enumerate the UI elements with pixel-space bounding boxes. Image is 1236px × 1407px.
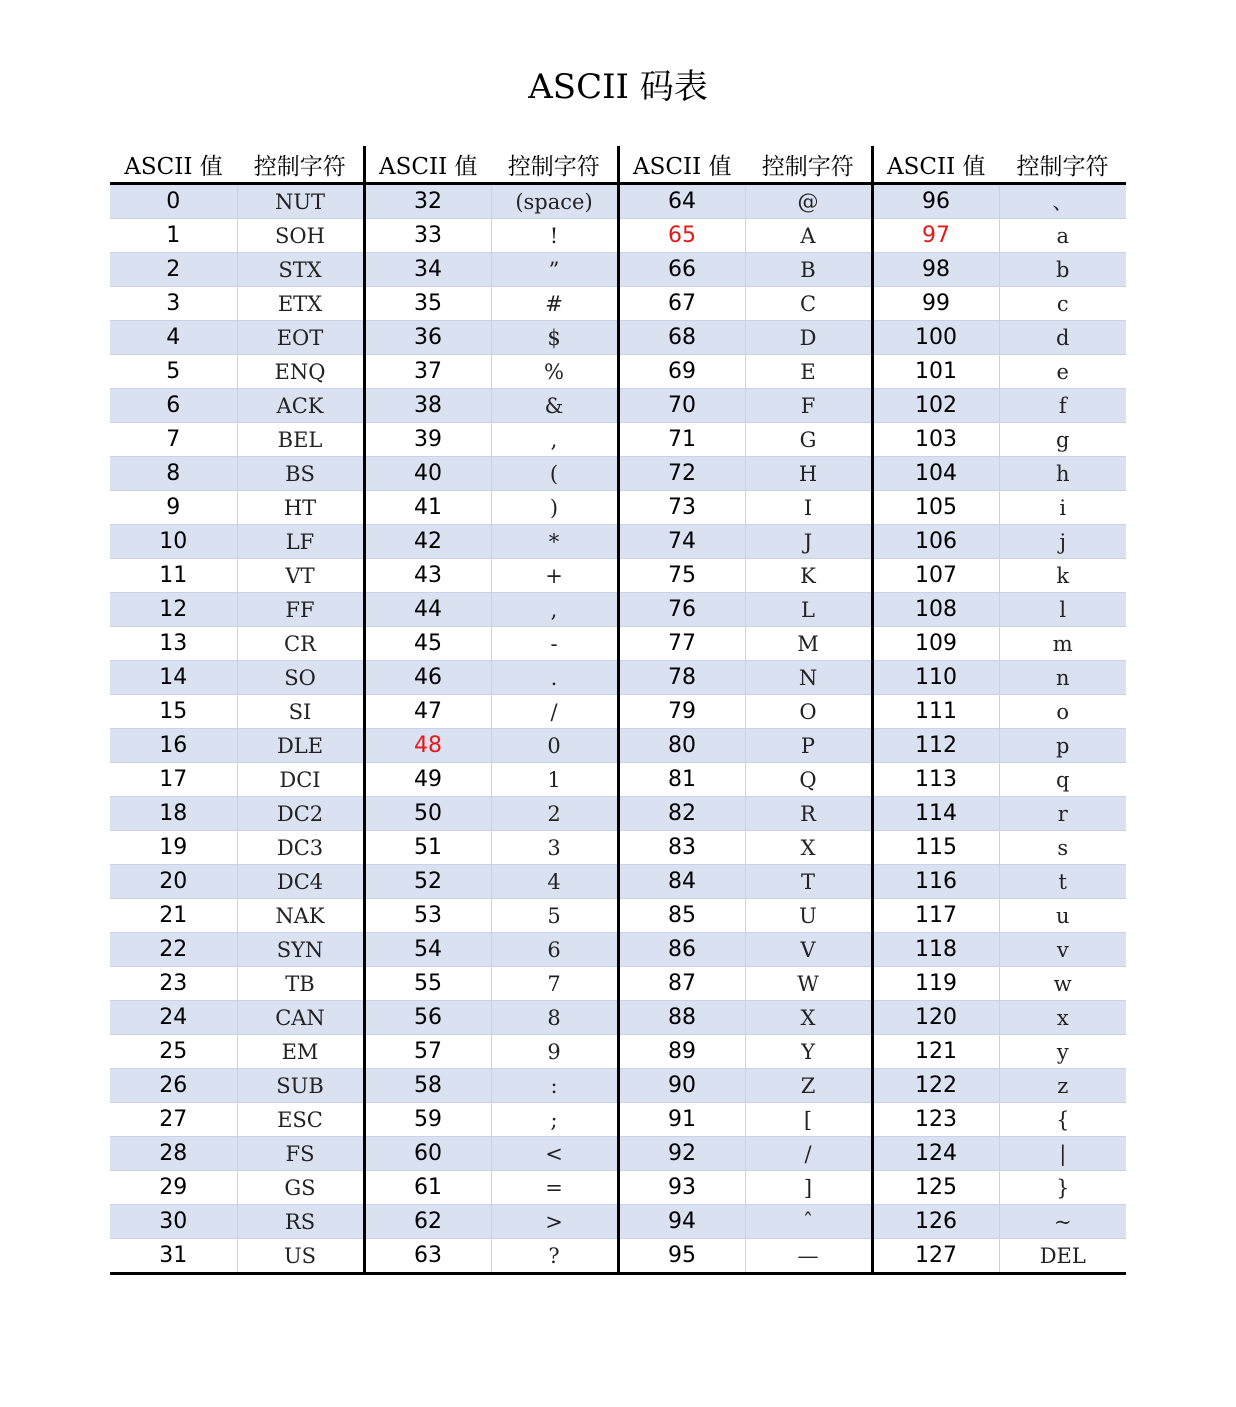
control-char-cell: e bbox=[999, 355, 1126, 389]
control-char-cell: ~ bbox=[999, 1205, 1126, 1239]
control-char-cell: A bbox=[745, 219, 872, 253]
control-char-cell: DC3 bbox=[237, 831, 364, 865]
ascii-value-cell: 18 bbox=[110, 797, 237, 831]
ascii-value-cell: 85 bbox=[618, 899, 745, 933]
ascii-value-cell: 71 bbox=[618, 423, 745, 457]
control-char-cell: Y bbox=[745, 1035, 872, 1069]
control-char-cell: h bbox=[999, 457, 1126, 491]
table-row bbox=[110, 695, 1126, 729]
control-char-cell: f bbox=[999, 389, 1126, 423]
table-row bbox=[110, 1001, 1126, 1035]
table-row bbox=[110, 831, 1126, 865]
ascii-value-cell: 76 bbox=[618, 593, 745, 627]
control-char-cell: | bbox=[999, 1137, 1126, 1171]
ascii-value-cell: 4 bbox=[110, 321, 237, 355]
ascii-value-cell: 7 bbox=[110, 423, 237, 457]
ascii-value-cell: 93 bbox=[618, 1171, 745, 1205]
ascii-value-cell: 41 bbox=[364, 491, 491, 525]
ascii-value-cell: 118 bbox=[872, 933, 999, 967]
ascii-value-cell: 38 bbox=[364, 389, 491, 423]
control-char-cell: 9 bbox=[491, 1035, 618, 1069]
table-row bbox=[110, 559, 1126, 593]
table-row bbox=[110, 967, 1126, 1001]
ascii-value-cell: 37 bbox=[364, 355, 491, 389]
control-char-cell: y bbox=[999, 1035, 1126, 1069]
header-control-char: 控制字符 bbox=[237, 146, 364, 184]
control-char-cell: q bbox=[999, 763, 1126, 797]
control-char-cell: c bbox=[999, 287, 1126, 321]
control-char-cell: 8 bbox=[491, 1001, 618, 1035]
control-char-cell: b bbox=[999, 253, 1126, 287]
ascii-value-cell: 3 bbox=[110, 287, 237, 321]
table-row bbox=[110, 525, 1126, 559]
ascii-value-cell: 74 bbox=[618, 525, 745, 559]
control-char-cell: TB bbox=[237, 967, 364, 1001]
control-char-cell: r bbox=[999, 797, 1126, 831]
control-char-cell: H bbox=[745, 457, 872, 491]
table-row bbox=[110, 1205, 1126, 1239]
ascii-value-cell: 34 bbox=[364, 253, 491, 287]
control-char-cell: BEL bbox=[237, 423, 364, 457]
control-char-cell: FF bbox=[237, 593, 364, 627]
control-char-cell: SOH bbox=[237, 219, 364, 253]
ascii-value-cell: 51 bbox=[364, 831, 491, 865]
header-ascii-value: ASCII 值 bbox=[872, 146, 999, 184]
ascii-value-cell: 72 bbox=[618, 457, 745, 491]
control-char-cell: US bbox=[237, 1239, 364, 1274]
control-char-cell: CAN bbox=[237, 1001, 364, 1035]
control-char-cell: o bbox=[999, 695, 1126, 729]
ascii-value-cell: 63 bbox=[364, 1239, 491, 1274]
ascii-value-cell: 87 bbox=[618, 967, 745, 1001]
control-char-cell: RS bbox=[237, 1205, 364, 1239]
ascii-value-cell: 31 bbox=[110, 1239, 237, 1274]
control-char-cell: EOT bbox=[237, 321, 364, 355]
table-row bbox=[110, 389, 1126, 423]
table-row bbox=[110, 661, 1126, 695]
ascii-value-cell: 122 bbox=[872, 1069, 999, 1103]
control-char-cell: i bbox=[999, 491, 1126, 525]
ascii-value-cell: 23 bbox=[110, 967, 237, 1001]
control-char-cell: % bbox=[491, 355, 618, 389]
ascii-value-cell: 22 bbox=[110, 933, 237, 967]
ascii-value-cell: 127 bbox=[872, 1239, 999, 1274]
control-char-cell: l bbox=[999, 593, 1126, 627]
ascii-value-cell: 67 bbox=[618, 287, 745, 321]
ascii-value-cell: 77 bbox=[618, 627, 745, 661]
control-char-cell: 5 bbox=[491, 899, 618, 933]
ascii-value-cell: 95 bbox=[618, 1239, 745, 1274]
ascii-value-cell: 107 bbox=[872, 559, 999, 593]
ascii-value-cell: 52 bbox=[364, 865, 491, 899]
control-char-cell: SUB bbox=[237, 1069, 364, 1103]
ascii-value-cell: 47 bbox=[364, 695, 491, 729]
ascii-value-cell: 106 bbox=[872, 525, 999, 559]
ascii-value-cell: 42 bbox=[364, 525, 491, 559]
control-char-cell: W bbox=[745, 967, 872, 1001]
ascii-value-cell: 39 bbox=[364, 423, 491, 457]
control-char-cell: ESC bbox=[237, 1103, 364, 1137]
ascii-value-cell: 100 bbox=[872, 321, 999, 355]
ascii-value-cell: 28 bbox=[110, 1137, 237, 1171]
ascii-value-cell: 56 bbox=[364, 1001, 491, 1035]
table-row bbox=[110, 1103, 1126, 1137]
table-row bbox=[110, 1137, 1126, 1171]
control-char-cell: > bbox=[491, 1205, 618, 1239]
table-row bbox=[110, 184, 1126, 219]
control-char-cell: 3 bbox=[491, 831, 618, 865]
ascii-value-cell: 70 bbox=[618, 389, 745, 423]
control-char-cell: ! bbox=[491, 219, 618, 253]
control-char-cell: N bbox=[745, 661, 872, 695]
control-char-cell: B bbox=[745, 253, 872, 287]
ascii-value-cell: 117 bbox=[872, 899, 999, 933]
ascii-value-cell: 114 bbox=[872, 797, 999, 831]
control-char-cell: ETX bbox=[237, 287, 364, 321]
control-char-cell: n bbox=[999, 661, 1126, 695]
ascii-value-cell: 6 bbox=[110, 389, 237, 423]
table-row bbox=[110, 933, 1126, 967]
ascii-value-cell: 102 bbox=[872, 389, 999, 423]
table-row bbox=[110, 593, 1126, 627]
control-char-cell: [ bbox=[745, 1103, 872, 1137]
control-char-cell: ENQ bbox=[237, 355, 364, 389]
control-char-cell: ? bbox=[491, 1239, 618, 1274]
control-char-cell: C bbox=[745, 287, 872, 321]
ascii-value-cell: 94 bbox=[618, 1205, 745, 1239]
header-ascii-value: ASCII 值 bbox=[618, 146, 745, 184]
ascii-value-cell: 64 bbox=[618, 184, 745, 219]
ascii-value-cell: 86 bbox=[618, 933, 745, 967]
control-char-cell: DEL bbox=[999, 1239, 1126, 1274]
ascii-value-cell: 11 bbox=[110, 559, 237, 593]
ascii-value-cell: 116 bbox=[872, 865, 999, 899]
ascii-value-cell: 57 bbox=[364, 1035, 491, 1069]
control-char-cell: . bbox=[491, 661, 618, 695]
table-row bbox=[110, 865, 1126, 899]
ascii-value-cell: 90 bbox=[618, 1069, 745, 1103]
ascii-value-cell: 80 bbox=[618, 729, 745, 763]
ascii-value-cell: 119 bbox=[872, 967, 999, 1001]
ascii-value-cell: 66 bbox=[618, 253, 745, 287]
ascii-value-cell: 88 bbox=[618, 1001, 745, 1035]
header-control-char: 控制字符 bbox=[491, 146, 618, 184]
header-ascii-value: ASCII 值 bbox=[110, 146, 237, 184]
control-char-cell: O bbox=[745, 695, 872, 729]
ascii-value-cell: 14 bbox=[110, 661, 237, 695]
control-char-cell: CR bbox=[237, 627, 364, 661]
ascii-value-cell: 68 bbox=[618, 321, 745, 355]
ascii-value-cell: 65 bbox=[618, 219, 745, 253]
control-char-cell: HT bbox=[237, 491, 364, 525]
ascii-value-cell: 50 bbox=[364, 797, 491, 831]
ascii-value-cell: 83 bbox=[618, 831, 745, 865]
ascii-value-cell: 99 bbox=[872, 287, 999, 321]
control-char-cell: v bbox=[999, 933, 1126, 967]
control-char-cell: t bbox=[999, 865, 1126, 899]
ascii-value-cell: 73 bbox=[618, 491, 745, 525]
control-char-cell: 7 bbox=[491, 967, 618, 1001]
control-char-cell: 6 bbox=[491, 933, 618, 967]
header-control-char: 控制字符 bbox=[745, 146, 872, 184]
ascii-value-cell: 30 bbox=[110, 1205, 237, 1239]
control-char-cell: EM bbox=[237, 1035, 364, 1069]
table-row bbox=[110, 219, 1126, 253]
ascii-value-cell: 96 bbox=[872, 184, 999, 219]
control-char-cell: F bbox=[745, 389, 872, 423]
control-char-cell: @ bbox=[745, 184, 872, 219]
ascii-value-cell: 44 bbox=[364, 593, 491, 627]
table-row bbox=[110, 763, 1126, 797]
table-row bbox=[110, 729, 1126, 763]
ascii-value-cell: 75 bbox=[618, 559, 745, 593]
ascii-value-cell: 25 bbox=[110, 1035, 237, 1069]
control-char-cell: DC2 bbox=[237, 797, 364, 831]
control-char-cell: V bbox=[745, 933, 872, 967]
ascii-value-cell: 55 bbox=[364, 967, 491, 1001]
ascii-value-cell: 27 bbox=[110, 1103, 237, 1137]
ascii-value-cell: 84 bbox=[618, 865, 745, 899]
ascii-value-cell: 61 bbox=[364, 1171, 491, 1205]
ascii-value-cell: 112 bbox=[872, 729, 999, 763]
ascii-value-cell: 20 bbox=[110, 865, 237, 899]
ascii-value-cell: 123 bbox=[872, 1103, 999, 1137]
ascii-value-cell: 49 bbox=[364, 763, 491, 797]
table-row bbox=[110, 1069, 1126, 1103]
control-char-cell: , bbox=[491, 593, 618, 627]
ascii-value-cell: 2 bbox=[110, 253, 237, 287]
ascii-value-cell: 98 bbox=[872, 253, 999, 287]
page-title: ASCII 码表 bbox=[528, 67, 708, 107]
control-char-cell: x bbox=[999, 1001, 1126, 1035]
control-char-cell: ; bbox=[491, 1103, 618, 1137]
header-ascii-value: ASCII 值 bbox=[364, 146, 491, 184]
control-char-cell: / bbox=[491, 695, 618, 729]
ascii-value-cell: 45 bbox=[364, 627, 491, 661]
ascii-value-cell: 59 bbox=[364, 1103, 491, 1137]
control-char-cell: m bbox=[999, 627, 1126, 661]
control-char-cell: ˆ bbox=[745, 1205, 872, 1239]
header-row bbox=[110, 146, 1126, 184]
ascii-value-cell: 103 bbox=[872, 423, 999, 457]
control-char-cell: ) bbox=[491, 491, 618, 525]
control-char-cell: & bbox=[491, 389, 618, 423]
ascii-value-cell: 54 bbox=[364, 933, 491, 967]
ascii-value-cell: 48 bbox=[364, 729, 491, 763]
control-char-cell: z bbox=[999, 1069, 1126, 1103]
control-char-cell: M bbox=[745, 627, 872, 661]
control-char-cell: } bbox=[999, 1171, 1126, 1205]
ascii-value-cell: 19 bbox=[110, 831, 237, 865]
ascii-value-cell: 13 bbox=[110, 627, 237, 661]
ascii-value-cell: 124 bbox=[872, 1137, 999, 1171]
ascii-value-cell: 53 bbox=[364, 899, 491, 933]
control-char-cell: E bbox=[745, 355, 872, 389]
ascii-value-cell: 46 bbox=[364, 661, 491, 695]
control-char-cell: < bbox=[491, 1137, 618, 1171]
ascii-value-cell: 32 bbox=[364, 184, 491, 219]
control-char-cell: p bbox=[999, 729, 1126, 763]
control-char-cell: u bbox=[999, 899, 1126, 933]
control-char-cell: DC4 bbox=[237, 865, 364, 899]
control-char-cell: ] bbox=[745, 1171, 872, 1205]
table-row bbox=[110, 457, 1126, 491]
ascii-value-cell: 81 bbox=[618, 763, 745, 797]
ascii-value-cell: 111 bbox=[872, 695, 999, 729]
table-row bbox=[110, 423, 1126, 457]
control-char-cell: k bbox=[999, 559, 1126, 593]
control-char-cell: LF bbox=[237, 525, 364, 559]
control-char-cell: SI bbox=[237, 695, 364, 729]
control-char-cell: SO bbox=[237, 661, 364, 695]
control-char-cell: P bbox=[745, 729, 872, 763]
ascii-value-cell: 43 bbox=[364, 559, 491, 593]
ascii-value-cell: 108 bbox=[872, 593, 999, 627]
control-char-cell: R bbox=[745, 797, 872, 831]
control-char-cell: NUT bbox=[237, 184, 364, 219]
ascii-value-cell: 35 bbox=[364, 287, 491, 321]
ascii-value-cell: 101 bbox=[872, 355, 999, 389]
ascii-value-cell: 113 bbox=[872, 763, 999, 797]
control-char-cell: : bbox=[491, 1069, 618, 1103]
ascii-value-cell: 120 bbox=[872, 1001, 999, 1035]
ascii-table bbox=[110, 146, 1126, 1275]
ascii-value-cell: 12 bbox=[110, 593, 237, 627]
control-char-cell: 2 bbox=[491, 797, 618, 831]
control-char-cell: X bbox=[745, 1001, 872, 1035]
control-char-cell: $ bbox=[491, 321, 618, 355]
ascii-value-cell: 8 bbox=[110, 457, 237, 491]
table-row bbox=[110, 627, 1126, 661]
ascii-value-cell: 79 bbox=[618, 695, 745, 729]
control-char-cell: j bbox=[999, 525, 1126, 559]
ascii-value-cell: 69 bbox=[618, 355, 745, 389]
control-char-cell: FS bbox=[237, 1137, 364, 1171]
control-char-cell: Q bbox=[745, 763, 872, 797]
control-char-cell: 1 bbox=[491, 763, 618, 797]
ascii-value-cell: 126 bbox=[872, 1205, 999, 1239]
ascii-value-cell: 78 bbox=[618, 661, 745, 695]
control-char-cell: / bbox=[745, 1137, 872, 1171]
ascii-value-cell: 10 bbox=[110, 525, 237, 559]
ascii-value-cell: 121 bbox=[872, 1035, 999, 1069]
ascii-value-cell: 26 bbox=[110, 1069, 237, 1103]
control-char-cell: g bbox=[999, 423, 1126, 457]
control-char-cell: K bbox=[745, 559, 872, 593]
control-char-cell: L bbox=[745, 593, 872, 627]
control-char-cell: ” bbox=[491, 253, 618, 287]
control-char-cell: + bbox=[491, 559, 618, 593]
control-char-cell: STX bbox=[237, 253, 364, 287]
control-char-cell: I bbox=[745, 491, 872, 525]
ascii-value-cell: 9 bbox=[110, 491, 237, 525]
ascii-value-cell: 91 bbox=[618, 1103, 745, 1137]
control-char-cell: , bbox=[491, 423, 618, 457]
control-char-cell: T bbox=[745, 865, 872, 899]
ascii-value-cell: 92 bbox=[618, 1137, 745, 1171]
control-char-cell: BS bbox=[237, 457, 364, 491]
table-row bbox=[110, 253, 1126, 287]
ascii-value-cell: 1 bbox=[110, 219, 237, 253]
ascii-value-cell: 109 bbox=[872, 627, 999, 661]
control-char-cell: a bbox=[999, 219, 1126, 253]
control-char-cell: (space) bbox=[491, 184, 618, 219]
ascii-value-cell: 17 bbox=[110, 763, 237, 797]
ascii-value-cell: 21 bbox=[110, 899, 237, 933]
table-row bbox=[110, 287, 1126, 321]
control-char-cell: VT bbox=[237, 559, 364, 593]
control-char-cell: NAK bbox=[237, 899, 364, 933]
control-char-cell: SYN bbox=[237, 933, 364, 967]
control-char-cell: w bbox=[999, 967, 1126, 1001]
ascii-value-cell: 16 bbox=[110, 729, 237, 763]
control-char-cell: J bbox=[745, 525, 872, 559]
ascii-value-cell: 62 bbox=[364, 1205, 491, 1239]
control-char-cell: — bbox=[745, 1239, 872, 1274]
ascii-value-cell: 0 bbox=[110, 184, 237, 219]
ascii-value-cell: 105 bbox=[872, 491, 999, 525]
control-char-cell: 4 bbox=[491, 865, 618, 899]
ascii-value-cell: 104 bbox=[872, 457, 999, 491]
table-row bbox=[110, 355, 1126, 389]
table-row bbox=[110, 797, 1126, 831]
ascii-value-cell: 60 bbox=[364, 1137, 491, 1171]
control-char-cell: ( bbox=[491, 457, 618, 491]
control-char-cell: # bbox=[491, 287, 618, 321]
ascii-value-cell: 110 bbox=[872, 661, 999, 695]
ascii-value-cell: 15 bbox=[110, 695, 237, 729]
control-char-cell: - bbox=[491, 627, 618, 661]
control-char-cell: s bbox=[999, 831, 1126, 865]
table-row bbox=[110, 321, 1126, 355]
ascii-value-cell: 40 bbox=[364, 457, 491, 491]
table-row bbox=[110, 1035, 1126, 1069]
control-char-cell: U bbox=[745, 899, 872, 933]
control-char-cell: * bbox=[491, 525, 618, 559]
table-row bbox=[110, 1239, 1126, 1274]
table-row bbox=[110, 899, 1126, 933]
control-char-cell: ACK bbox=[237, 389, 364, 423]
ascii-value-cell: 125 bbox=[872, 1171, 999, 1205]
control-char-cell: D bbox=[745, 321, 872, 355]
ascii-value-cell: 89 bbox=[618, 1035, 745, 1069]
control-char-cell: DCI bbox=[237, 763, 364, 797]
control-char-cell: G bbox=[745, 423, 872, 457]
control-char-cell: Z bbox=[745, 1069, 872, 1103]
ascii-value-cell: 82 bbox=[618, 797, 745, 831]
control-char-cell: { bbox=[999, 1103, 1126, 1137]
ascii-value-cell: 29 bbox=[110, 1171, 237, 1205]
ascii-value-cell: 115 bbox=[872, 831, 999, 865]
control-char-cell: 、 bbox=[999, 184, 1126, 219]
ascii-value-cell: 97 bbox=[872, 219, 999, 253]
ascii-value-cell: 36 bbox=[364, 321, 491, 355]
control-char-cell: 0 bbox=[491, 729, 618, 763]
ascii-value-cell: 24 bbox=[110, 1001, 237, 1035]
table-row bbox=[110, 491, 1126, 525]
header-control-char: 控制字符 bbox=[999, 146, 1126, 184]
ascii-value-cell: 5 bbox=[110, 355, 237, 389]
control-char-cell: X bbox=[745, 831, 872, 865]
table-row bbox=[110, 1171, 1126, 1205]
ascii-value-cell: 58 bbox=[364, 1069, 491, 1103]
ascii-value-cell: 33 bbox=[364, 219, 491, 253]
control-char-cell: d bbox=[999, 321, 1126, 355]
control-char-cell: GS bbox=[237, 1171, 364, 1205]
control-char-cell: DLE bbox=[237, 729, 364, 763]
control-char-cell: = bbox=[491, 1171, 618, 1205]
